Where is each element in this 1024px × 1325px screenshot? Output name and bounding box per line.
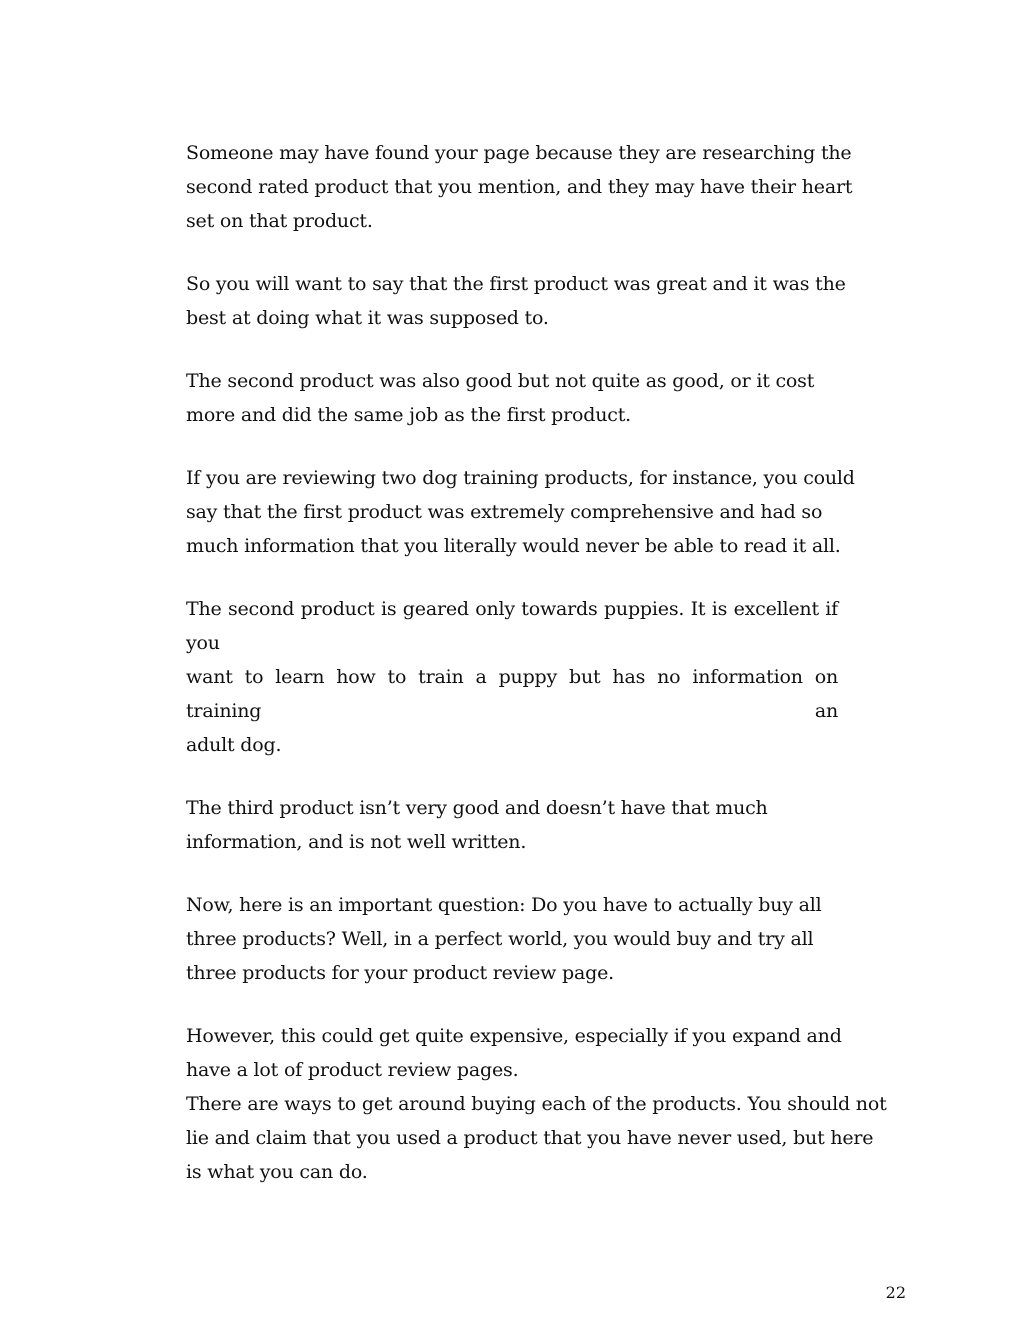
- text-line: set on that product.: [186, 210, 373, 232]
- text-line: want to learn how to train a puppy but has no information on training an: [186, 666, 838, 722]
- text-line: adult dog.: [186, 734, 282, 756]
- paragraph: [186, 364, 846, 432]
- text-line: Now, here is an important question: Do you have to actually buy all: [186, 894, 822, 916]
- text-line: So you will want to say that the first product was great and it was the: [186, 273, 846, 295]
- text-line: best at doing what it was supposed to.: [186, 307, 549, 329]
- text-line: lie and claim that you used a product that you have never used, but here: [186, 1127, 874, 1149]
- text-line: The second product is geared only towards puppies. It is excellent if you: [186, 598, 838, 654]
- paragraph: [186, 267, 846, 335]
- text-line: much information that you literally would never be able to read it all.: [186, 535, 841, 557]
- paragraph: [186, 791, 846, 859]
- text-line: The second product was also good but not quite as good, or it cost: [186, 370, 815, 392]
- paragraph: [186, 1087, 887, 1189]
- paragraph: [186, 461, 855, 563]
- paragraph: [186, 888, 846, 990]
- text-line: is what you can do.: [186, 1161, 368, 1183]
- paragraph: [186, 1019, 846, 1087]
- text-line: have a lot of product review pages.: [186, 1059, 519, 1081]
- text-line: three products for your product review page.: [186, 962, 614, 984]
- text-line: The third product isn’t very good and doesn’t have that much: [186, 797, 768, 819]
- text-line: However, this could get quite expensive, especially if you expand and: [186, 1025, 842, 1047]
- body-text: [186, 136, 887, 1218]
- text-line: There are ways to get around buying each of the products. You should not: [186, 1093, 887, 1115]
- text-line: more and did the same job as the first product.: [186, 404, 631, 426]
- text-line: three products? Well, in a perfect world, you would buy and try all: [186, 928, 814, 950]
- text-line: say that the first product was extremely comprehensive and had so: [186, 501, 823, 523]
- text-line: If you are reviewing two dog training products, for instance, you could: [186, 467, 855, 489]
- paragraph: [186, 136, 853, 238]
- paragraph: [186, 592, 846, 762]
- text-line: second rated product that you mention, and they may have their heart: [186, 176, 853, 198]
- page-number: 22: [885, 1283, 906, 1302]
- text-line: Someone may have found your page because they are researching the: [186, 142, 852, 164]
- text-line: information, and is not well written.: [186, 831, 527, 853]
